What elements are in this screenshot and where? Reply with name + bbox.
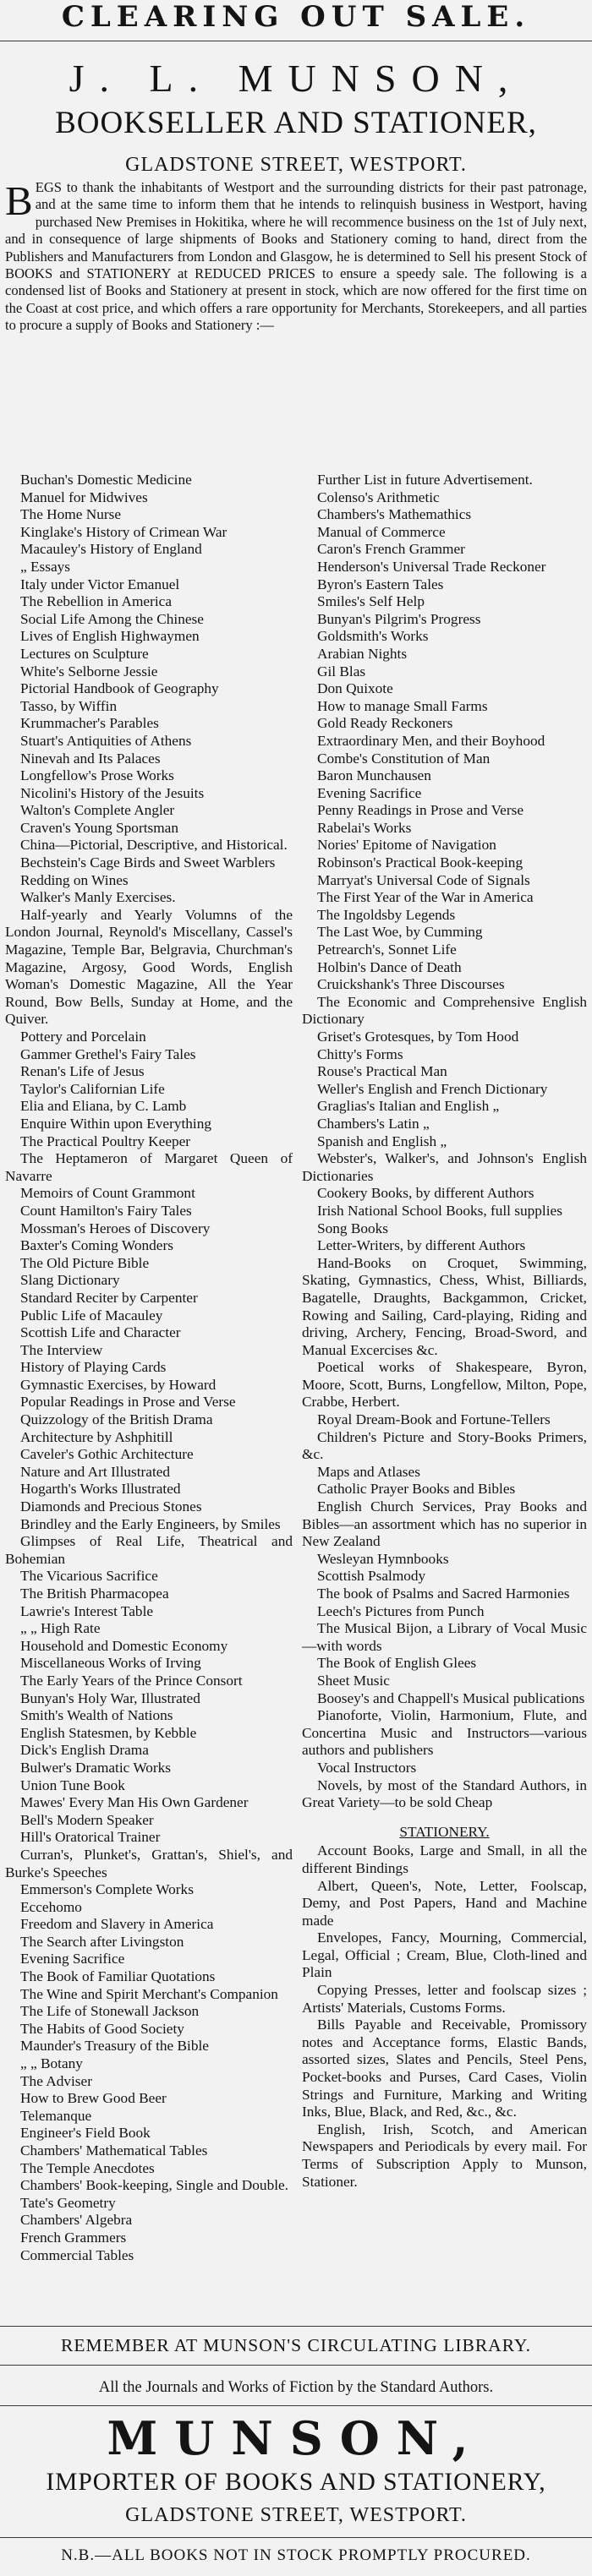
divider-rule	[0, 2326, 592, 2327]
left_column-item: The Life of Stonewall Jackson	[20, 2003, 200, 2020]
left_column-item: Lives of English Highwaymen	[20, 628, 200, 645]
left_column-item: Lectures on Sculpture	[20, 645, 149, 662]
right_column-item: Griset's Grotesques, by Tom Hood	[317, 1029, 519, 1045]
left_column-item: Social Life Among the Chinese	[20, 610, 204, 627]
left_column-item: Lawrie's Interest Table	[20, 1602, 154, 1619]
left_column-item: Ninevah and Its Palaces	[20, 750, 161, 767]
left_column-item: Curran's, Plunket's, Grattan's, Shiel's, and Burke's Speeches	[5, 1846, 293, 1880]
right_column-item: How to manage Small Farms	[317, 697, 488, 714]
right_column-item: Children's Picture and Story-Books Primers, &c.	[302, 1428, 587, 1463]
left_column-item: Stuart's Antiquities of Athens	[20, 732, 192, 749]
left_column-item: Craven's Young Sportsman	[20, 819, 178, 836]
divider-rule	[0, 2537, 592, 2538]
left_column-item: Pottery and Porcelain	[20, 1029, 146, 1045]
left_column-item: Walker's Manly Exercises.	[20, 889, 176, 906]
right_column-item: Further List in future Advertisement.	[317, 472, 533, 488]
left_column-item: The Old Picture Bible	[20, 1254, 150, 1271]
left_column-item: Walton's Complete Angler	[20, 802, 175, 819]
left_column-item: Dick's English Drama	[20, 1742, 149, 1759]
right_column-item: Penny Readings in Prose and Verse	[317, 802, 523, 819]
right_column-item: Wesleyan Hymnbooks	[317, 1550, 449, 1567]
left_column-item: Glimpses of Real Life, Theatrical and Bohemian	[5, 1533, 293, 1567]
right_column-item: Poetical works of Shakespeare, Byron, Moore, Scott, Burns, Longfellow, Milton, Pope, Crabbe, Herbert.	[302, 1359, 587, 1411]
left_column-item: Nicolini's History of the Jesuits	[20, 784, 205, 801]
right_column-item: Chitty's Forms	[317, 1045, 403, 1062]
right_column-item: The book of Psalms and Sacred Harmonies	[317, 1585, 570, 1602]
left_column-item: The Search after Livingston	[20, 1933, 184, 1950]
left_column-item: The Home Nurse	[20, 506, 122, 523]
right_column-item: Pianoforte, Violin, Harmonium, Flute, and Concertina Music and Instructors—various authors and publishers	[302, 1707, 587, 1759]
left_column-item: Engineer's Field Book	[20, 2125, 151, 2142]
business-description: BOOKSELLER AND STATIONER,	[55, 106, 537, 140]
left_column-item: The Practical Poultry Keeper	[20, 1132, 191, 1149]
left_column-item: Pictorial Handbook of Geography	[20, 680, 219, 697]
divider-rule	[0, 2365, 592, 2366]
right_column-item: The Economic and Comprehensive English Dictionary	[302, 993, 587, 1028]
left_column-item: Longfellow's Prose Works	[20, 767, 174, 784]
left_column-item: French Grammers	[20, 2229, 127, 2246]
left_column-item: The British Pharmacopea	[20, 1585, 169, 1602]
left_column-item: Manuel for Midwives	[20, 488, 148, 505]
left_column-item: Emmerson's Complete Works	[20, 1881, 194, 1898]
left_column-item: Hill's Oratorical Trainer	[20, 1829, 161, 1846]
left_column-item: Maunder's Treasury of the Bible	[20, 2038, 209, 2055]
right_column-item: The Last Woe, by Cumming	[317, 924, 483, 941]
right_column-item: Chambers's Latin „	[317, 1115, 430, 1132]
right_column-item: Irish National School Books, full supplies	[317, 1202, 562, 1219]
right_column-item: Bunyan's Pilgrim's Progress	[317, 610, 481, 627]
left_column-item: Eccehomo	[20, 1898, 82, 1915]
circulating-library-notice: REMEMBER AT MUNSON'S CIRCULATING LIBRARY.	[61, 2335, 531, 2355]
left_column-item: Slang Dictionary	[20, 1272, 120, 1289]
left_column-item: Popular Readings in Prose and Verse	[20, 1394, 236, 1411]
drop-cap: B	[5, 177, 33, 224]
left_column-item: Mossman's Heroes of Discovery	[20, 1220, 211, 1236]
left_column-item: Kinglake's History of Crimean War	[20, 523, 227, 540]
stationery-item: Bills Payable and Receivable, Promissory notes and Acceptance forms, Elastic Bands, assorted sizes, Slates and Pencils, Steel Pens, Pocket-books and Purses, Card Cases, Violin Strings and Furniture, Marking and Writing Inks, Blue, Black, and Red, &c., &c.	[302, 2017, 587, 2120]
right_column-item: Arabian Nights	[317, 645, 408, 662]
right_column-item: Rouse's Practical Man	[317, 1063, 447, 1080]
left_column-item: Macauley's History of England	[20, 541, 202, 558]
right_column-item: Hand-Books on Croquet, Swimming, Skating, Gymnastics, Chess, Whist, Billiards, Bagatelle, Draughts, Backgammon, Cricket, Rowing and Sailing, Card-playing, Riding and driving, Archery, Fencing, Broad-Sword, and Manual Excercises &c.	[302, 1254, 587, 1358]
right_column-item: Spanish and English „	[317, 1132, 447, 1149]
left_column-item: Chambers' Mathematical Tables	[20, 2142, 208, 2158]
right_column-item: Robinson's Practical Book-keeping	[317, 854, 523, 871]
left_column-item: Smith's Wealth of Nations	[20, 1707, 173, 1724]
right_column-item: Extraordinary Men, and their Boyhood	[317, 732, 545, 749]
right_column-item: Byron's Eastern Tales	[317, 576, 444, 592]
left_column-item: Diamonds and Precious Stones	[20, 1498, 202, 1515]
left_column-item: Brindley and the Early Engineers, by Smiles	[20, 1515, 281, 1532]
stationery-item: Copying Presses, letter and foolscap sizes ; Artists' Materials, Customs Forms.	[302, 1982, 587, 2016]
left_column-item: The Temple Anecdotes	[20, 2159, 155, 2176]
left_column-item: The Heptameron of Margaret Queen of Navarre	[5, 1150, 293, 1184]
right_column-item: Nories' Epitome of Navigation	[317, 837, 496, 854]
left_column-item: The Vicarious Sacrifice	[20, 1568, 158, 1585]
left_column-item: The Habits of Good Society	[20, 2020, 184, 2037]
left_column-item: Redding on Wines	[20, 871, 129, 888]
right_column-item: Webster's, Walker's, and Johnson's English Dictionaries	[302, 1150, 587, 1184]
left_column-item: Quizzology of the British Drama	[20, 1411, 213, 1428]
right_column-item: Song Books	[317, 1220, 389, 1236]
right_column-item: Gold Ready Reckoners	[317, 715, 453, 732]
left_column-item: Chambers' Book-keeping, Single and Double.	[20, 2177, 289, 2194]
left_column-item: Buchan's Domestic Medicine	[20, 472, 192, 488]
right_column-item: Sheet Music	[317, 1672, 390, 1689]
stationery-list	[302, 1842, 587, 2191]
left_column-item: The Early Years of the Prince Consort	[20, 1672, 243, 1689]
stationery-heading: STATIONERY.	[399, 1823, 490, 1840]
right_column-item: English Church Services, Pray Books and Bibles—an assortment which has no superior in New Zealand	[302, 1498, 587, 1550]
left_column-item: Memoirs of Count Grammont	[20, 1185, 195, 1202]
left_column-item: Commercial Tables	[20, 2246, 134, 2263]
right_column-item: Goldsmith's Works	[317, 628, 429, 645]
left_column-item: Mawes' Every Man His Own Gardener	[20, 1794, 249, 1811]
right_column-item: The Book of English Glees	[317, 1655, 477, 1672]
right_column-item: Catholic Prayer Books and Bibles	[317, 1481, 516, 1498]
left_column-item: Union Tune Book	[20, 1776, 125, 1793]
left_column-item: Architecture by Ashphitill	[20, 1428, 173, 1445]
right_column-item: The Musical Bijon, a Library of Vocal Music—with words	[302, 1620, 587, 1654]
right_column-item: Leech's Pictures from Punch	[317, 1602, 485, 1619]
left_column-item: White's Selborne Jessie	[20, 663, 158, 679]
right_column-item: Letter-Writers, by different Authors	[317, 1237, 526, 1254]
right_column-item: Cruickshank's Three Discourses	[317, 976, 505, 993]
left_column-item: Evening Sacrifice	[20, 1951, 125, 1967]
proprietor-name: J. L. MUNSON,	[69, 57, 523, 100]
left_column-item: Tasso, by Wiffin	[20, 697, 118, 714]
left_column-item: Elia and Eliana, by C. Lamb	[20, 1098, 187, 1115]
stationery-item: Account Books, Large and Small, in all the different Bindings	[302, 1842, 587, 1876]
left_column-item: History of Playing Cards	[20, 1359, 167, 1376]
left_column-item: Gymnastic Exercises, by Howard	[20, 1376, 217, 1393]
right_column-item: Scottish Psalmody	[317, 1568, 426, 1585]
left_column-item: Tate's Geometry	[20, 2194, 116, 2211]
left_column-item: Half-yearly and Yearly Volumns of the London Journal, Reynold's Miscellany, Cassel's Magazine, Temple Bar, Belgravia, Churchman's Magazine, Argosy, Good Words, English Woman's Domestic Magazine, All the Year Round, Bow Bells, Sunday at Home, and the Quiver.	[5, 906, 293, 1028]
right_column-item: Petrearch's, Sonnet Life	[317, 941, 457, 958]
left_column-item: Chambers' Algebra	[20, 2212, 133, 2229]
right_column-item: Maps and Atlases	[317, 1463, 420, 1480]
right_column-item: Royal Dream-Book and Fortune-Tellers	[317, 1411, 551, 1428]
right_column-item: Combe's Constitution of Man	[317, 750, 491, 767]
right_column-item: Marryat's Universal Code of Signals	[317, 871, 530, 888]
intro-paragraph	[5, 179, 587, 335]
book-list-right-items	[302, 472, 587, 1812]
left_column-item: Bell's Modern Speaker	[20, 1811, 154, 1828]
left_column-item: Italy under Victor Emanuel	[20, 576, 180, 592]
stationery-item: Envelopes, Fancy, Mourning, Commercial, Legal, Official ; Cream, Blue, Cloth-lined and Plain	[302, 1929, 587, 1981]
right_column-item: Don Quixote	[317, 680, 393, 697]
left_column-item: Krummacher's Parables	[20, 715, 159, 732]
right_column-item: Novels, by most of the Standard Authors, in Great Variety—to be sold Cheap	[302, 1776, 587, 1811]
left_column-item: „ Essays	[20, 558, 71, 575]
left_column-item: China—Pictorial, Descriptive, and Historical.	[20, 837, 288, 854]
left_column-item: Standard Reciter by Carpenter	[20, 1289, 198, 1306]
left_column-item: How to Brew Good Beer	[20, 2090, 167, 2107]
left_column-item: The Adviser	[20, 2072, 92, 2089]
munson-name: MUNSON,	[107, 2411, 485, 2465]
ad-title: CLEARING OUT SALE.	[61, 0, 531, 34]
business-address: GLADSTONE STREET, WESTPORT.	[125, 154, 467, 176]
journals-notice: All the Journals and Works of Fiction by the Standard Authors.	[98, 2379, 494, 2396]
left_column-item: Miscellaneous Works of Irving	[20, 1655, 201, 1672]
left_column-item: Nature and Art Illustrated	[20, 1463, 171, 1480]
right_column-item: Colenso's Arithmetic	[317, 488, 440, 505]
right_column-item: Caron's French Grammer	[317, 541, 465, 558]
right_column-item: Boosey's and Chappell's Musical publications	[317, 1689, 585, 1706]
right_column-item: Baron Munchausen	[317, 767, 431, 784]
right_column-item: Vocal Instructors	[317, 1759, 417, 1776]
book-list-left-column	[5, 472, 293, 2264]
left_column-item: Gammer Grethel's Fairy Tales	[20, 1045, 196, 1062]
left_column-item: Freedom and Slavery in America	[20, 1916, 214, 1933]
right_column-item: The Ingoldsby Legends	[317, 906, 456, 923]
left_column-item: „ „ Botany	[20, 2055, 83, 2072]
left_column-item: The Interview	[20, 1341, 103, 1358]
left_column-item: The Book of Familiar Quotations	[20, 1968, 216, 1985]
footer-address: GLADSTONE STREET, WESTPORT.	[125, 2504, 467, 2526]
importer-line: IMPORTER OF BOOKS AND STATIONERY,	[46, 2469, 546, 2496]
right_column-item: The First Year of the War in America	[317, 889, 534, 906]
left_column-item: Renan's Life of Jesus	[20, 1063, 145, 1080]
left_column-item: Scottish Life and Character	[20, 1324, 181, 1341]
left_column-item: Bulwer's Dramatic Works	[20, 1759, 172, 1776]
right_column-item: Evening Sacrifice	[317, 784, 422, 801]
right_column-item: Holbin's Dance of Death	[317, 958, 462, 975]
right_column-item: Cookery Books, by different Authors	[317, 1185, 534, 1202]
left_column-item: Count Hamilton's Fairy Tales	[20, 1202, 192, 1219]
left_column-item: Caveler's Gothic Architecture	[20, 1446, 194, 1463]
right_column-item: Manual of Commerce	[317, 523, 446, 540]
left_column-item: Bunyan's Holy War, Illustrated	[20, 1689, 200, 1706]
right_column-item: Chambers's Mathemathics	[317, 506, 472, 523]
intro-text: EGS to thank the inhabitants of Westport and the surrounding districts for their past patronage, and at the same time to inform them that he intends to relinquish business in Westport, having purchased New Premises in Hokitika, where he will recommence business on the 1st of July next, and in consequence of large shipments of Books and Stationery coming to hand, direct from the Publishers and Manufacturers from London and Glasgow, he is determined to Sell his present Stock of BOOKS and STATIONERY at REDUCED PRICES to ensure a speedy sale. The following is a condensed list of Books and Stationery at present in stock, which are now offered for the first time on the Coast at cost price, and which offers a rare opportunity for Merchants, Storekeepers, and all parties to procure a supply of Books and Stationery :—	[5, 179, 587, 334]
right_column-item: Smiles's Self Help	[317, 593, 425, 610]
left_column-item: Taylor's Californian Life	[20, 1080, 165, 1097]
right_column-item: Weller's English and French Dictionary	[317, 1080, 548, 1097]
left_column-item: Household and Domestic Economy	[20, 1637, 228, 1654]
stationery-item: English, Irish, Scotch, and American Newspapers and Periodicals by every mail. For Terms of Subscription Apply to Munson, Stationer.	[302, 2120, 587, 2190]
left_column-item: Baxter's Coming Wonders	[20, 1237, 173, 1254]
right_column-item: Rabelai's Works	[317, 819, 412, 836]
left_column-item: The Wine and Spirit Merchant's Companion	[20, 1985, 278, 2002]
divider-rule	[0, 2405, 592, 2406]
stationery-item: Albert, Queen's, Note, Letter, Foolscap, Demy, and Post Papers, Hand and Machine made	[302, 1877, 587, 1929]
left_column-item: „ „ High Rate	[20, 1620, 101, 1637]
left_column-item: Telemanque	[20, 2107, 92, 2124]
left_column-item: Public Life of Macauley	[20, 1307, 163, 1323]
right_column-item: Gil Blas	[317, 663, 366, 679]
left_column-item: Hogarth's Works Illustrated	[20, 1481, 181, 1498]
left_column-item: Enquire Within upon Everything	[20, 1115, 212, 1132]
nota-bene: N.B.—ALL BOOKS NOT IN STOCK PROMPTLY PROCURED.	[61, 2546, 531, 2564]
left_column-item: The Rebellion in America	[20, 593, 172, 610]
book-list-right-column	[302, 472, 587, 2191]
left_column-item: English Statesmen, by Kebble	[20, 1724, 197, 1741]
right_column-item: Graglias's Italian and English „	[317, 1098, 500, 1115]
right_column-item: Henderson's Universal Trade Reckoner	[317, 558, 546, 575]
left_column-item: Bechstein's Cage Birds and Sweet Warblers	[20, 854, 276, 871]
